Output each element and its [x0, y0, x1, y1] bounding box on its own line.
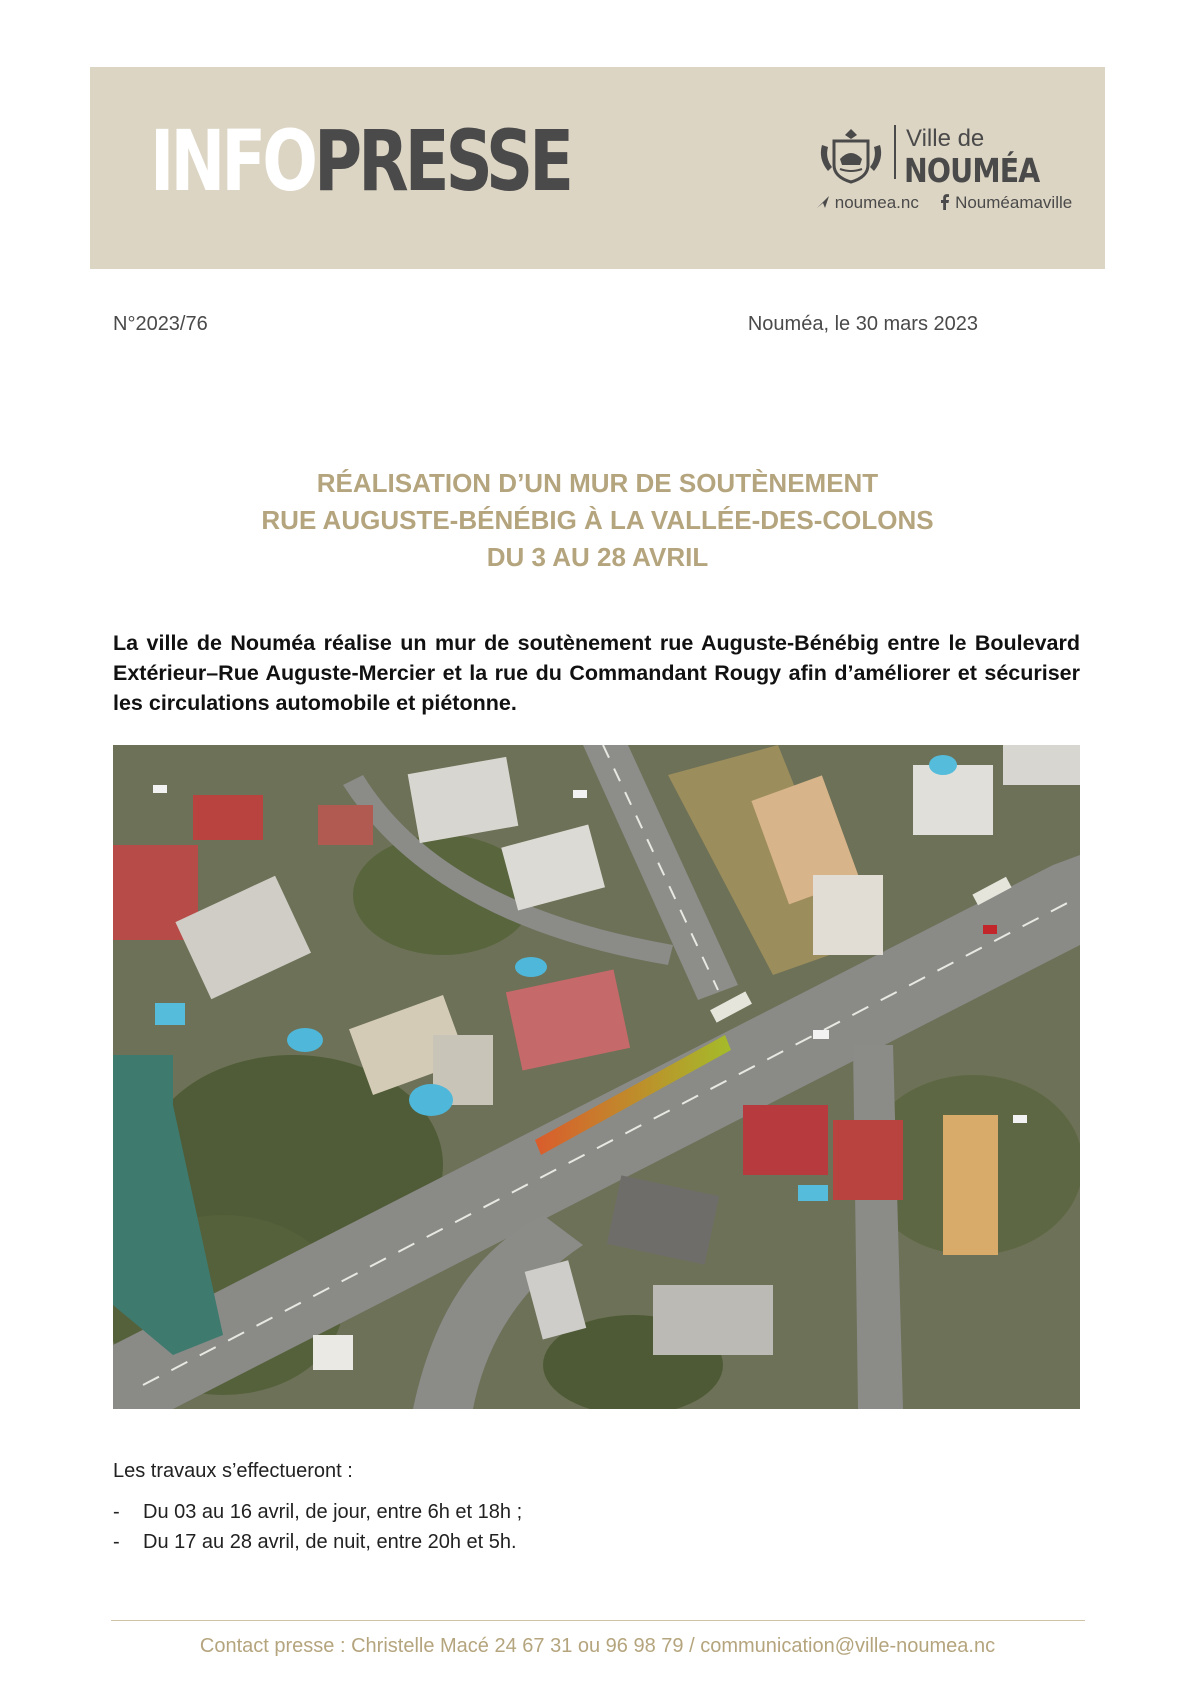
- header-banner: [90, 67, 1105, 269]
- city-crest-icon: [816, 125, 886, 185]
- list-item: - Du 17 au 28 avril, de nuit, entre 20h et 5h.: [113, 1531, 517, 1553]
- headline: [90, 465, 1105, 576]
- schedule-night: Du 17 au 28 avril, de nuit, entre 20h et 5h.: [143, 1531, 517, 1553]
- logo-ville-de: Ville de: [906, 125, 985, 152]
- brand-info: INFO: [150, 112, 315, 210]
- headline-line-3: DU 3 AU 28 AVRIL: [486, 542, 709, 572]
- footer-divider: [111, 1620, 1085, 1621]
- info-presse-wordmark: [150, 112, 571, 210]
- works-schedule-list: [113, 1497, 522, 1557]
- logo-noumea: NOUMÉA: [904, 151, 1040, 190]
- aerial-site-photo: [113, 745, 1080, 1409]
- schedule-day: Du 03 au 16 avril, de jour, entre 6h et 18h ;: [143, 1501, 523, 1523]
- works-intro: Les travaux s’effectueront :: [113, 1460, 353, 1482]
- lead-paragraph: La ville de Nouméa réalise un mur de soutènement rue Auguste-Bénébig entre le Boulevard Extérieur–Rue Auguste-Mercier et la rue du Commandant Rougy afin d’améliorer et sécuriser les circulations automobile et piétonne.: [113, 631, 1080, 715]
- press-release-number: N°2023/76: [113, 313, 208, 335]
- website-link[interactable]: noumea.nc: [834, 193, 919, 212]
- facebook-icon: [940, 194, 950, 210]
- social-links: [816, 193, 1072, 213]
- headline-line-2: RUE AUGUSTE-BÉNÉBIG À LA VALLÉE-DES-COLONS: [261, 505, 934, 535]
- dateline: Nouméa, le 30 mars 2023: [747, 313, 978, 335]
- logo-divider: [894, 125, 896, 179]
- list-item: - Du 03 au 16 avril, de jour, entre 6h et 18h ;: [113, 1501, 523, 1523]
- press-contact: Contact presse : Christelle Macé 24 67 31 ou 96 98 79 / communication@ville-noumea.nc: [199, 1635, 996, 1657]
- ville-de-noumea-logo: [816, 117, 1073, 237]
- brand-presse: PRESSE: [314, 112, 571, 210]
- headline-line-1: RÉALISATION D’UN MUR DE SOUTÈNEMENT: [316, 468, 879, 498]
- send-arrow-icon: [816, 195, 830, 209]
- facebook-link[interactable]: Nouméamaville: [955, 193, 1073, 212]
